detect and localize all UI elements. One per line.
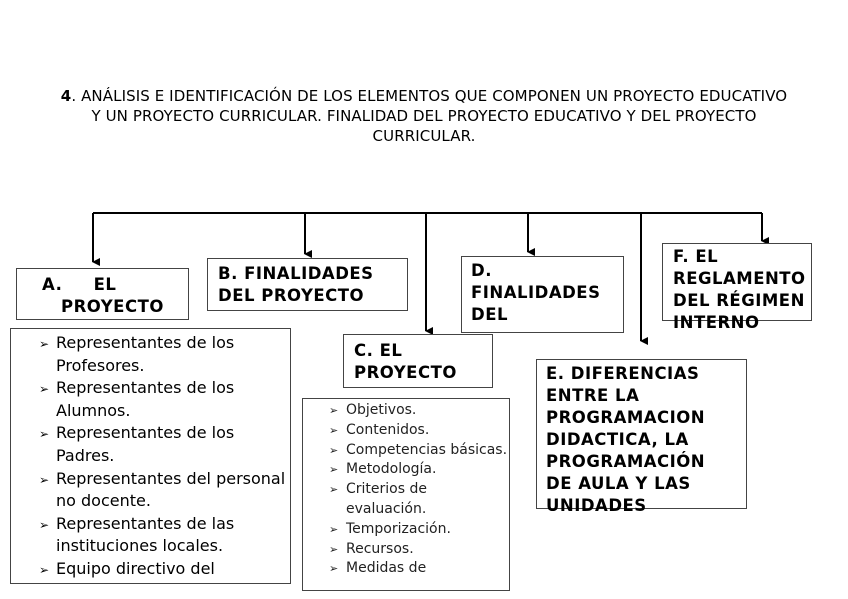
- list-item: [39, 513, 290, 558]
- list-item: [39, 468, 290, 513]
- list-item: [39, 332, 290, 377]
- list-a-members: [10, 328, 291, 584]
- box-f-line1: F. EL: [673, 247, 719, 266]
- box-f-line4: INTERNO: [673, 313, 760, 332]
- list-item-text: Equipo directivo del: [56, 558, 215, 578]
- box-f-line3: DEL RÉGIMEN: [673, 291, 805, 310]
- list-c: [329, 401, 509, 579]
- list-a: [39, 332, 290, 581]
- box-b-finalidades: [207, 258, 408, 311]
- box-e-line1: E. DIFERENCIAS: [546, 364, 700, 383]
- list-item-text: Representantes de los Profesores.: [56, 333, 235, 375]
- list-item: [39, 422, 290, 467]
- box-e-line7: UNIDADES: [546, 496, 647, 515]
- box-c-line1: C. EL: [354, 341, 403, 360]
- box-e-line3: PROGRAMACION: [546, 408, 706, 427]
- list-item-text: Competencias básicas.: [346, 441, 508, 458]
- arrow-bullet-icon: ➢: [329, 463, 339, 477]
- list-item: [329, 540, 509, 560]
- box-b-line2: DEL PROYECTO: [218, 286, 365, 305]
- list-item-text: Recursos.: [346, 540, 414, 557]
- box-e-line2: ENTRE LA: [546, 386, 640, 405]
- box-e-diferencias: [536, 359, 747, 515]
- box-a-proyecto: [16, 268, 189, 320]
- list-item: [329, 421, 509, 441]
- box-d-line1: D.: [471, 261, 492, 280]
- box-e-line6: DE AULA Y LAS: [546, 474, 691, 493]
- list-item-text: Temporización.: [346, 520, 451, 537]
- list-item-text: Representantes del personal no docente.: [56, 468, 286, 511]
- list-item-text: Contenidos.: [346, 421, 430, 438]
- arrow-bullet-icon: ➢: [329, 542, 339, 556]
- arrow-bullet-icon: ➢: [329, 404, 339, 417]
- arrow-bullet-icon: ➢: [329, 423, 339, 437]
- box-d-line2: FINALIDADES: [471, 283, 601, 302]
- arrow-bullet-icon: ➢: [39, 517, 50, 532]
- box-f-reglamento: [662, 243, 812, 332]
- list-item-text: Objetivos.: [346, 402, 417, 418]
- box-e-line5: PROGRAMACIÓN: [546, 452, 706, 471]
- list-item: [329, 401, 509, 421]
- list-item-text: Representantes de las instituciones locales.: [56, 513, 235, 556]
- box-a-line2: PROYECTO: [61, 297, 164, 316]
- box-d-line3: DEL: [471, 305, 508, 324]
- arrow-bullet-icon: ➢: [39, 472, 50, 487]
- list-item: [39, 377, 290, 422]
- list-item: [329, 480, 509, 520]
- list-item: [39, 558, 290, 581]
- list-item: [329, 559, 509, 579]
- arrow-bullet-icon: ➢: [329, 562, 339, 576]
- list-item-text: Metodología.: [346, 461, 437, 478]
- list-item-text: Criterios de evaluación.: [346, 481, 427, 517]
- arrow-bullet-icon: ➢: [329, 522, 339, 536]
- heading-text: . ANÁLISIS E IDENTIFICACIÓN DE LOS ELEMENTOS QUE COMPONEN UN PROYECTO EDUCATIVO Y UN PROYECTO CURRICULAR. FINALIDAD DEL PROYECTO EDUCATIVO Y DEL PROYECTO CURRICULAR.: [71, 87, 788, 145]
- list-item: [329, 520, 509, 540]
- box-f-line2: REGLAMENTO: [673, 269, 806, 288]
- arrow-bullet-icon: ➢: [329, 443, 339, 457]
- box-d-finalidades: [461, 256, 624, 333]
- list-item: [329, 441, 509, 461]
- list-item-text: Representantes de los Padres.: [56, 423, 235, 465]
- arrow-bullet-icon: ➢: [39, 427, 50, 442]
- box-c-proyecto: [343, 334, 493, 388]
- box-b-line1: B. FINALIDADES: [218, 264, 374, 283]
- list-c-elements: [302, 398, 510, 591]
- box-e-line4: DIDACTICA, LA: [546, 430, 689, 449]
- list-item-text: Medidas de: [346, 560, 427, 577]
- arrow-bullet-icon: ➢: [39, 337, 50, 351]
- list-item: [329, 460, 509, 480]
- arrow-bullet-icon: ➢: [329, 483, 339, 497]
- heading-number: 4: [60, 87, 72, 105]
- arrow-bullet-icon: ➢: [39, 562, 50, 577]
- box-a-line1: A. EL: [42, 275, 117, 294]
- list-item-text: Representantes de los Alumnos.: [56, 378, 235, 420]
- arrow-bullet-icon: ➢: [39, 382, 50, 397]
- box-c-line2: PROYECTO: [354, 363, 457, 382]
